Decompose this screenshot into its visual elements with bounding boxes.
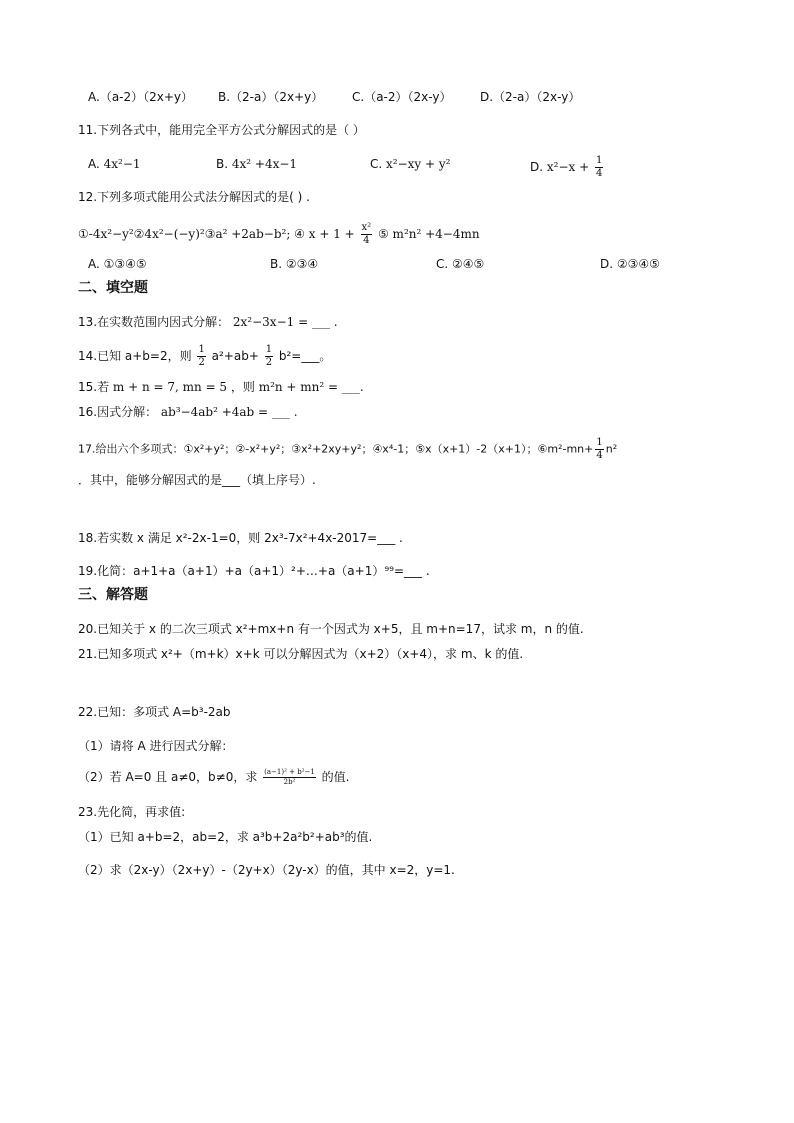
q14 bbox=[78, 344, 331, 369]
fraction-denominator: 4 bbox=[363, 235, 370, 246]
q22-part-2 bbox=[78, 768, 349, 787]
fraction-numerator: 1 bbox=[595, 155, 603, 166]
q14-fraction-2 bbox=[265, 344, 273, 369]
fraction-denominator: 2b² bbox=[283, 778, 296, 786]
q22-part-1: （1）请将 A 进行因式分解： bbox=[78, 739, 234, 753]
fraction-numerator: x² bbox=[361, 222, 372, 233]
q11-stem: 11.下列各式中，能用完全平方公式分解因式的是（ ） bbox=[78, 123, 365, 137]
section-heading-fill-in: 二、填空题 bbox=[78, 280, 148, 296]
q16-expr: ab³−4ab² +4ab = ___ . bbox=[157, 405, 298, 419]
q15 bbox=[78, 378, 364, 396]
q11-option-a bbox=[88, 155, 141, 173]
section-heading-solve: 三、解答题 bbox=[78, 587, 148, 603]
q17-line-1-end: n² bbox=[605, 442, 618, 456]
q11-b-expr: 4x² +4x−1 bbox=[231, 157, 298, 171]
fraction-numerator: 1 bbox=[596, 437, 603, 448]
q12-item4-fraction bbox=[361, 222, 373, 247]
q14-suffix: b²=___。 bbox=[275, 349, 332, 363]
fraction-numerator: 1 bbox=[198, 344, 205, 355]
q17-line-1 bbox=[78, 437, 617, 462]
q18: 18.若实数 x 满足 x²-2x-1=0，则 2x³-7x²+4x-2017=___ . bbox=[78, 531, 403, 545]
q11-c-expr: x²−xy + y² bbox=[386, 157, 451, 171]
q11-c-label: C. bbox=[370, 157, 387, 171]
fraction-denominator: 2 bbox=[265, 357, 273, 368]
q21: 21.已知多项式 x²+（m+k）x+k 可以分解因式为（x+2）（x+4），求 m、k 的值. bbox=[78, 647, 524, 661]
q10-option-c: C.（a-2）（2x-y） bbox=[352, 90, 452, 104]
q13 bbox=[78, 313, 338, 331]
q14-fraction-1 bbox=[197, 344, 205, 369]
q11-option-d bbox=[530, 155, 605, 180]
q12-option-c: C. ②④⑤ bbox=[436, 257, 485, 271]
q13-expr: 2x²−3x−1 = ___ . bbox=[229, 315, 338, 329]
q12-option-a: A. ①③④⑤ bbox=[88, 257, 147, 271]
q12-stem: 12.下列多项式能用公式法分解因式的是( ) . bbox=[78, 190, 310, 204]
q20: 20.已知关于 x 的二次三项式 x²+mx+n 有一个因式为 x+5，且 m+n=17，试求 m，n 的值. bbox=[78, 622, 584, 636]
q12-option-b: B. ②③④ bbox=[270, 257, 319, 271]
q12-option-d: D. ②③④⑤ bbox=[600, 257, 660, 271]
q14-prefix: 14.已知 a+b=2，则 bbox=[78, 349, 196, 363]
q15-expr: m + n = 7, mn = 5 ，则 m²n + mn² = ___. bbox=[112, 380, 364, 394]
fraction-numerator: (a−1)² + b²−1 bbox=[264, 768, 315, 776]
q22-part-2-suffix: 的值. bbox=[317, 770, 350, 784]
fraction-denominator: 4 bbox=[596, 450, 603, 461]
q11-a-label: A. bbox=[88, 157, 104, 171]
q10-option-d: D.（2-a）（2x-y） bbox=[480, 90, 581, 104]
fraction-denominator: 2 bbox=[198, 357, 205, 368]
q23-part-1: （1）已知 a+b=2，ab=2，求 a³b+2a²b²+ab³的值. bbox=[78, 830, 373, 844]
q16 bbox=[78, 403, 298, 421]
q12-items-prefix: ①-4x²−y²②4x²−(−y)²③a² +2ab−b²; ④ x + 1 + bbox=[78, 227, 359, 241]
q22-stem: 22.已知：多项式 A=b³-2ab bbox=[78, 705, 231, 719]
q13-prefix: 13.在实数范围内因式分解： bbox=[78, 315, 230, 329]
q17-line-2: ．其中，能够分解因式的是___（填上序号）. bbox=[78, 473, 316, 487]
q22-fraction bbox=[263, 768, 316, 787]
q19: 19.化简：a+1+a（a+1）+a（a+1）²+…+a（a+1）⁹⁹=___ . bbox=[78, 564, 430, 578]
q11-option-b bbox=[216, 155, 297, 173]
q23-part-2: （2）求（2x-y）（2x+y）-（2y+x）（2y-x）的值，其中 x=2，y=1. bbox=[78, 863, 455, 877]
q16-prefix: 16.因式分解： bbox=[78, 405, 158, 419]
fraction-denominator: 4 bbox=[595, 168, 603, 179]
q11-b-label: B. bbox=[216, 157, 232, 171]
q11-option-c bbox=[370, 155, 450, 173]
q11-d-expr: x²−x + bbox=[546, 160, 593, 174]
q12-items-suffix: ⑤ m²n² +4−4mn bbox=[374, 227, 480, 241]
q11-d-fraction bbox=[595, 155, 603, 180]
q17-line-1-text: 17.给出六个多项式：①x²+y²；②-x²+y²；③x²+2xy+y²；④x⁴-1；⑤x（x+1）-2（x+1）；⑥m²-mn+ bbox=[78, 442, 594, 456]
q22-part-2-prefix: （2）若 A=0 且 a≠0，b≠0，求 bbox=[78, 770, 262, 784]
q11-d-label: D. bbox=[530, 160, 547, 174]
q15-prefix: 15.若 bbox=[78, 380, 113, 394]
q11-a-expr: 4x²−1 bbox=[103, 157, 141, 171]
q10-option-a: A.（a-2）（2x+y） bbox=[88, 90, 194, 104]
q23-stem: 23.先化简，再求值: bbox=[78, 805, 186, 819]
q17-fraction bbox=[595, 437, 603, 462]
q12-items bbox=[78, 222, 480, 247]
fraction-numerator: 1 bbox=[265, 344, 273, 355]
q14-mid: a²+ab+ bbox=[207, 349, 263, 363]
q10-option-b: B.（2-a）（2x+y） bbox=[218, 90, 324, 104]
